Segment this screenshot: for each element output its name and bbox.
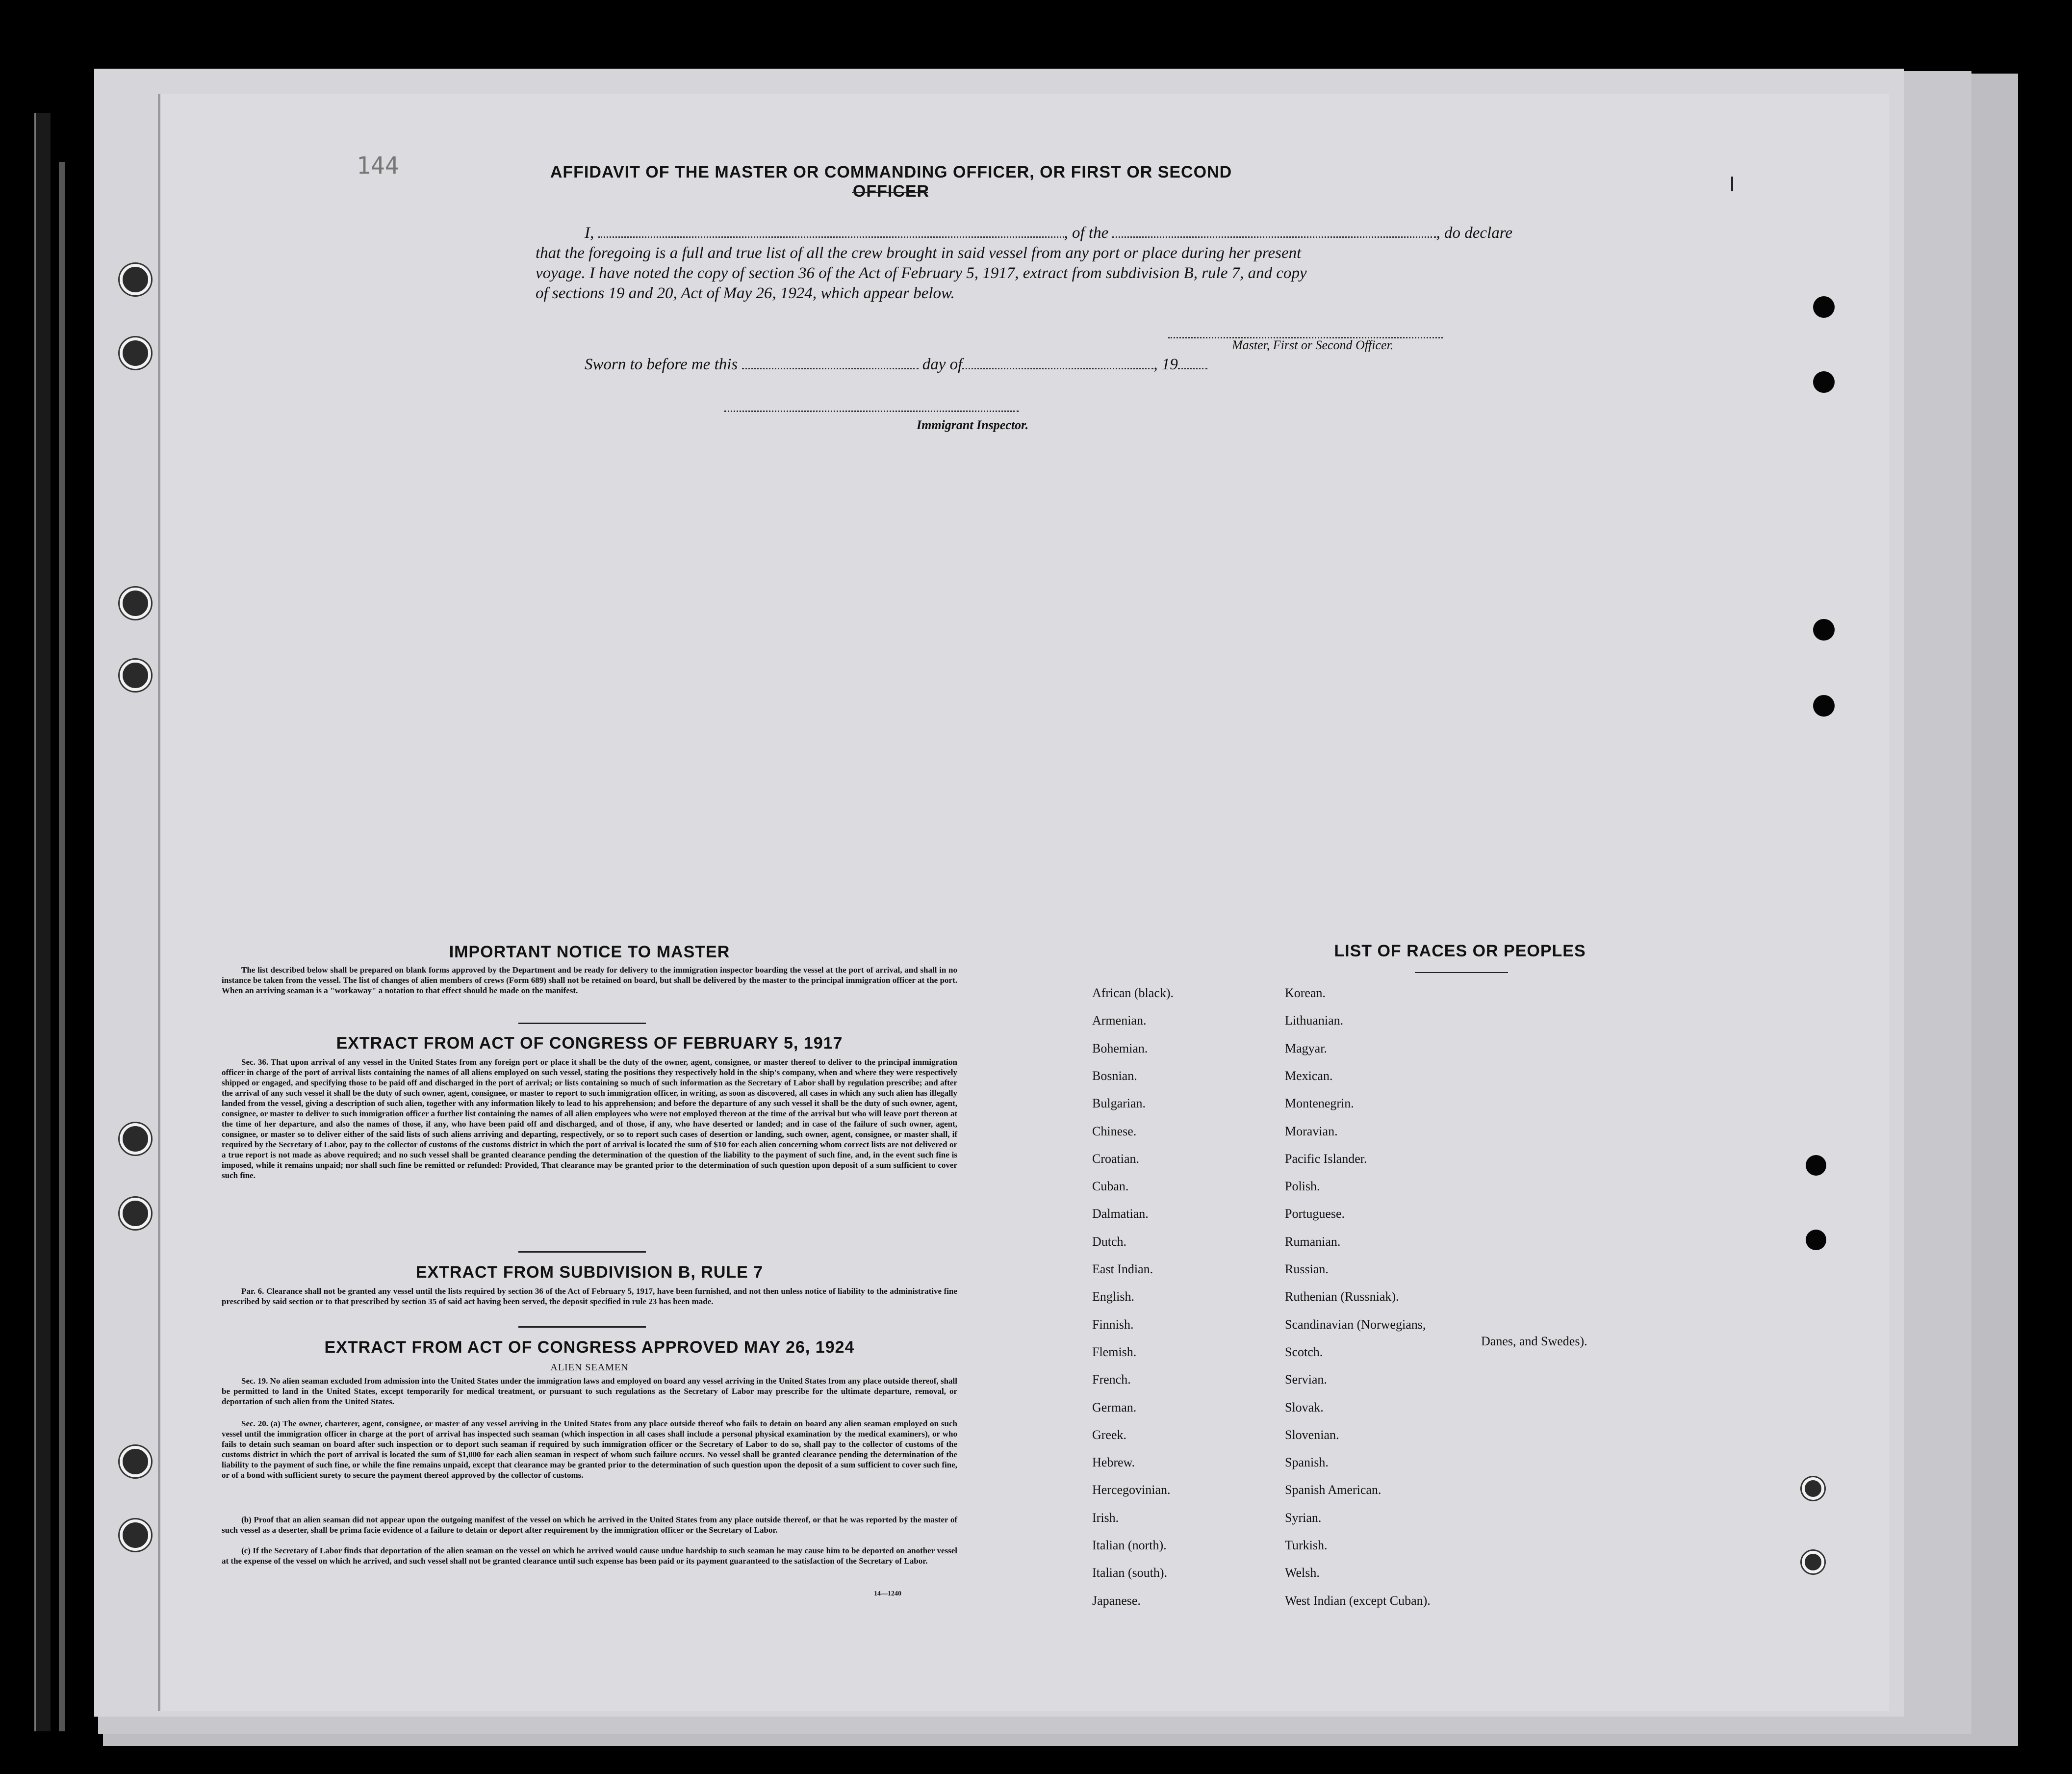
section-rule (518, 1023, 646, 1024)
extract-1924-sec20c: (c) If the Secretary of Labor finds that deportation of the alien seaman on the vessel on which he arrived would cause undue hardship to such seaman he may cause him to be deported on another vessel at the expense of the vessel on which he arrived, and such vessel shall not be granted clearance until such expense has been paid or its payment guaranteed to the satisfaction of the Secretary of Labor. (222, 1546, 957, 1566)
extract-rule7-title: EXTRACT FROM SUBDIVISION B, RULE 7 (415, 1263, 764, 1282)
punch-hole (1813, 371, 1835, 393)
punch-hole (1813, 296, 1835, 318)
race-item: Rumanian. (1285, 1234, 1341, 1249)
race-item: English. (1092, 1289, 1134, 1304)
race-item: Turkish. (1285, 1538, 1328, 1552)
sworn-year-blank[interactable] (1178, 368, 1207, 369)
race-item: Scotch. (1285, 1344, 1323, 1359)
race-item: Bohemian. (1092, 1041, 1148, 1055)
race-item-continuation: Danes, and Swedes). (1481, 1334, 1587, 1348)
race-item: Italian (south). (1092, 1566, 1168, 1580)
race-item: Syrian. (1285, 1510, 1322, 1525)
form-page (158, 94, 1889, 1711)
punch-hole (120, 660, 151, 691)
race-item: Polish. (1285, 1179, 1320, 1194)
affidavit-line-4: of sections 19 and 20, Act of May 26, 1924, which appear below. (536, 284, 955, 302)
race-item: Japanese. (1092, 1593, 1141, 1608)
inspector-caption: Immigrant Inspector. (917, 418, 1029, 432)
tick-mark (1731, 177, 1733, 191)
sworn-month-blank[interactable] (962, 368, 1153, 369)
affidavit-title: AFFIDAVIT OF THE MASTER OR COMMANDING OFFICER, OR FIRST OR SECOND OFFICER (550, 163, 1232, 201)
affidavit-title-rule (852, 192, 928, 193)
race-item: East Indian. (1092, 1262, 1153, 1276)
affidavit-line-1 (585, 223, 1639, 243)
race-item: Hebrew. (1092, 1455, 1135, 1470)
sworn-year: , 19 (1153, 356, 1178, 373)
punch-hole (1806, 1230, 1826, 1250)
race-item: Greek. (1092, 1427, 1127, 1442)
sworn-day-blank[interactable] (742, 368, 919, 369)
race-item: Russian. (1285, 1262, 1329, 1276)
race-item: Lithuanian. (1285, 1013, 1344, 1028)
punch-hole (120, 264, 151, 295)
binder-edge-left-2 (59, 162, 65, 1731)
race-item: Pacific Islander. (1285, 1151, 1367, 1166)
punch-hole (120, 1519, 151, 1551)
punch-hole (120, 1198, 151, 1229)
punch-hole (120, 588, 151, 619)
extract-1924-sec20a: Sec. 20. (a) The owner, charterer, agent, consignee, or master of any vessel arriving in the United States from any place outside thereof who fails to detain on board any alien seaman employed on such vessel until the immigration officer in charge at the port of arrival has inspected such seaman (which inspection in all cases shall include a personal physical examination by the medical examiners), or who fails to detain such seaman on board after such inspection or to deport such seaman if required by such immigration officer or the Secretary of Labor to do so, shall pay to the collector of customs of the customs district in which the port of arrival is located the sum of $1,000 for each alien seaman in respect of whom such failure occurs. No vessel shall be granted clearance pending the determination of the liability to the payment of such fine, or while the fine remains unpaid, except that clearance may be granted prior to the determination of such question upon the deposit of a sum sufficient to cover such fine, or of a bond with sufficient surety to secure the payment thereof approved by the collector of customs. (222, 1419, 957, 1480)
section-rule (518, 1251, 646, 1253)
sworn-line (585, 354, 1207, 375)
race-item: Mexican. (1285, 1068, 1333, 1083)
punch-hole (120, 337, 151, 369)
race-item: German. (1092, 1400, 1137, 1414)
race-item: Armenian. (1092, 1013, 1147, 1028)
punch-hole (120, 1446, 151, 1477)
race-item: Slovak. (1285, 1400, 1324, 1414)
name-blank[interactable] (598, 236, 1064, 238)
race-item: Ruthenian (Russniak). (1285, 1289, 1399, 1304)
extract-1924-subtitle: ALIEN SEAMEN (550, 1362, 629, 1373)
extract-1917-title: EXTRACT FROM ACT OF CONGRESS OF FEBRUARY 5, 1917 (336, 1034, 843, 1053)
race-item: African (black). (1092, 986, 1174, 1000)
race-item: Flemish. (1092, 1344, 1137, 1359)
punch-hole (1813, 619, 1835, 641)
race-item: Bosnian. (1092, 1068, 1137, 1083)
extract-1924-sec20b: (b) Proof that an alien seaman did not appear upon the outgoing manifest of the vessel on which he arrived in the United States from any place outside thereof, or that he was reported by the master of such vessel as a deserter, shall be prima facie evidence of a failure to detain or deport after requirement by the immigration officer or the Secretary of Labor. (222, 1515, 957, 1535)
punch-hole (1802, 1477, 1824, 1500)
race-item: Hercegovinian. (1092, 1483, 1171, 1497)
inspector-signature-line[interactable] (724, 411, 1019, 412)
race-item: Slovenian. (1285, 1427, 1339, 1442)
punch-hole (1806, 1155, 1826, 1176)
binder-edge-left (34, 113, 51, 1731)
punch-hole (1802, 1551, 1824, 1573)
races-title-rule (1415, 972, 1508, 973)
punch-hole (120, 1123, 151, 1155)
master-signature-caption: Master, First or Second Officer. (1232, 338, 1394, 352)
race-item: Croatian. (1092, 1151, 1140, 1166)
sworn-day-of: day of (922, 356, 963, 373)
extract-1917-body: Sec. 36. That upon arrival of any vessel in the United States from any foreign port or place it shall be the duty of the owner, agent, consignee, or master thereof to deliver to the principal immigration officer in charge of the port of arrival lists containing the names of all aliens employed on such vessel, stating the positions they respectively hold in the ship's company, when and where they were respectively shipped or engaged, and specifying those to be paid off and discharged in the port of arrival; or lists containing so much of such information as the Secretary of Labor shall by regulation prescribe; and after the arrival of any such vessel it shall be the duty of such owner, agent, consignee, or master to report to such immigration officer, in writing, as soon as discovered, all cases in which any such alien has illegally landed from the vessel, giving a description of such alien, together with any information likely to lead to his apprehension; and before the departure of any such vessel it shall be the duty of such owner, agent, consignee, or master to deliver to such immigration officer a further list containing the names of all alien employees who were not employed thereon at the time of the arrival but who will leave port thereon at the time of her departure, and also the names of those, if any, who have been paid off and discharged, and of those, if any, who have deserted or landed; and in case of the failure of such owner, agent, consignee, or master so to deliver either of the said lists of such aliens arriving and departing, respectively, or so to report such cases of desertion or landing, such owner, agent, consignee, or master shall, if required by the Secretary of Labor, pay to the collector of customs of the customs district in which the port of arrival is located the sum of $10 for each alien concerning whom correct lists are not delivered or a true report is not made as above required; and no such vessel shall be granted clearance pending the determination of the question of the liability to the payment of such fine, and, in the event such fine is imposed, while it remains unpaid; nor shall such fine be remitted or refunded: Provided, That clearance may be granted prior to the determination of such question upon deposit of a sum sufficient to cover such fine. (222, 1057, 957, 1180)
race-item: West Indian (except Cuban). (1285, 1593, 1431, 1608)
affidavit-i-label: I, (585, 224, 594, 242)
races-title: LIST OF RACES OR PEOPLES (1334, 942, 1586, 960)
race-item: Chinese. (1092, 1124, 1137, 1138)
vessel-blank[interactable] (1112, 236, 1436, 238)
race-item: Cuban. (1092, 1179, 1129, 1194)
affidavit-line-3: voyage. I have noted the copy of section 36 of the Act of February 5, 1917, extract from subdivision B, rule 7, and copy (536, 264, 1307, 282)
race-item: Finnish. (1092, 1317, 1134, 1332)
race-item: Dutch. (1092, 1234, 1127, 1249)
race-item: Portuguese. (1285, 1207, 1345, 1221)
race-item: French. (1092, 1372, 1131, 1387)
race-item: Bulgarian. (1092, 1096, 1146, 1111)
race-item: Dalmatian. (1092, 1207, 1149, 1221)
race-item: Korean. (1285, 986, 1326, 1000)
race-item: Italian (north). (1092, 1538, 1167, 1552)
extract-1924-title: EXTRACT FROM ACT OF CONGRESS APPROVED MAY 26, 1924 (324, 1338, 855, 1357)
affidavit-of-the: , of the (1064, 224, 1109, 242)
race-item: Magyar. (1285, 1041, 1327, 1055)
race-item: Spanish American. (1285, 1483, 1381, 1497)
form-number: 14—1240 (874, 1590, 901, 1597)
section-rule (518, 1326, 646, 1328)
race-item: Irish. (1092, 1510, 1119, 1525)
affidavit-do-declare: , do declare (1436, 224, 1512, 242)
race-item: Servian. (1285, 1372, 1327, 1387)
race-item: Moravian. (1285, 1124, 1338, 1138)
page-number-mark: 144 (357, 152, 399, 180)
punch-hole (1813, 695, 1835, 717)
notice-body: The list described below shall be prepared on blank forms approved by the Department and be ready for delivery to the immigration inspector boarding the vessel at the port of arrival, and shall in no instance be taken from the vessel. The list of changes of alien members of crews (Form 689) shall not be retained on board, but shall be delivered by the master to the principal immigration officer at the port. When an arriving seaman is a "workaway" a notation to that effect should be made on the manifest. (222, 965, 957, 995)
race-item: Spanish. (1285, 1455, 1329, 1470)
affidavit-line-2: that the foregoing is a full and true list of all the crew brought in said vessel from any port or place during her present (536, 244, 1302, 262)
extract-rule7-body: Par. 6. Clearance shall not be granted any vessel until the lists required by section 36 of the Act of February 5, 1917, have been furnished, and not then unless notice of liability to the administrative fine prescribed by said section or to that prescribed by section 35 of said act having been served, the deposit specified in rule 23 has been made. (222, 1286, 957, 1306)
race-item: Scandinavian (Norwegians, (1285, 1317, 1426, 1332)
race-item: Welsh. (1285, 1566, 1320, 1580)
extract-1924-sec19: Sec. 19. No alien seaman excluded from admission into the United States under the immigration laws and employed on board any vessel arriving in the United States from any place outside thereof, shall be permitted to land in the United States, except temporarily for medical treatment, or pursuant to such regulations as the Secretary of Labor may prescribe for the ultimate departure, removal, or deportation of such alien from the United States. (222, 1376, 957, 1406)
notice-title: IMPORTANT NOTICE TO MASTER (449, 943, 730, 961)
sworn-label: Sworn to before me this (585, 356, 738, 373)
race-item: Montenegrin. (1285, 1096, 1354, 1111)
